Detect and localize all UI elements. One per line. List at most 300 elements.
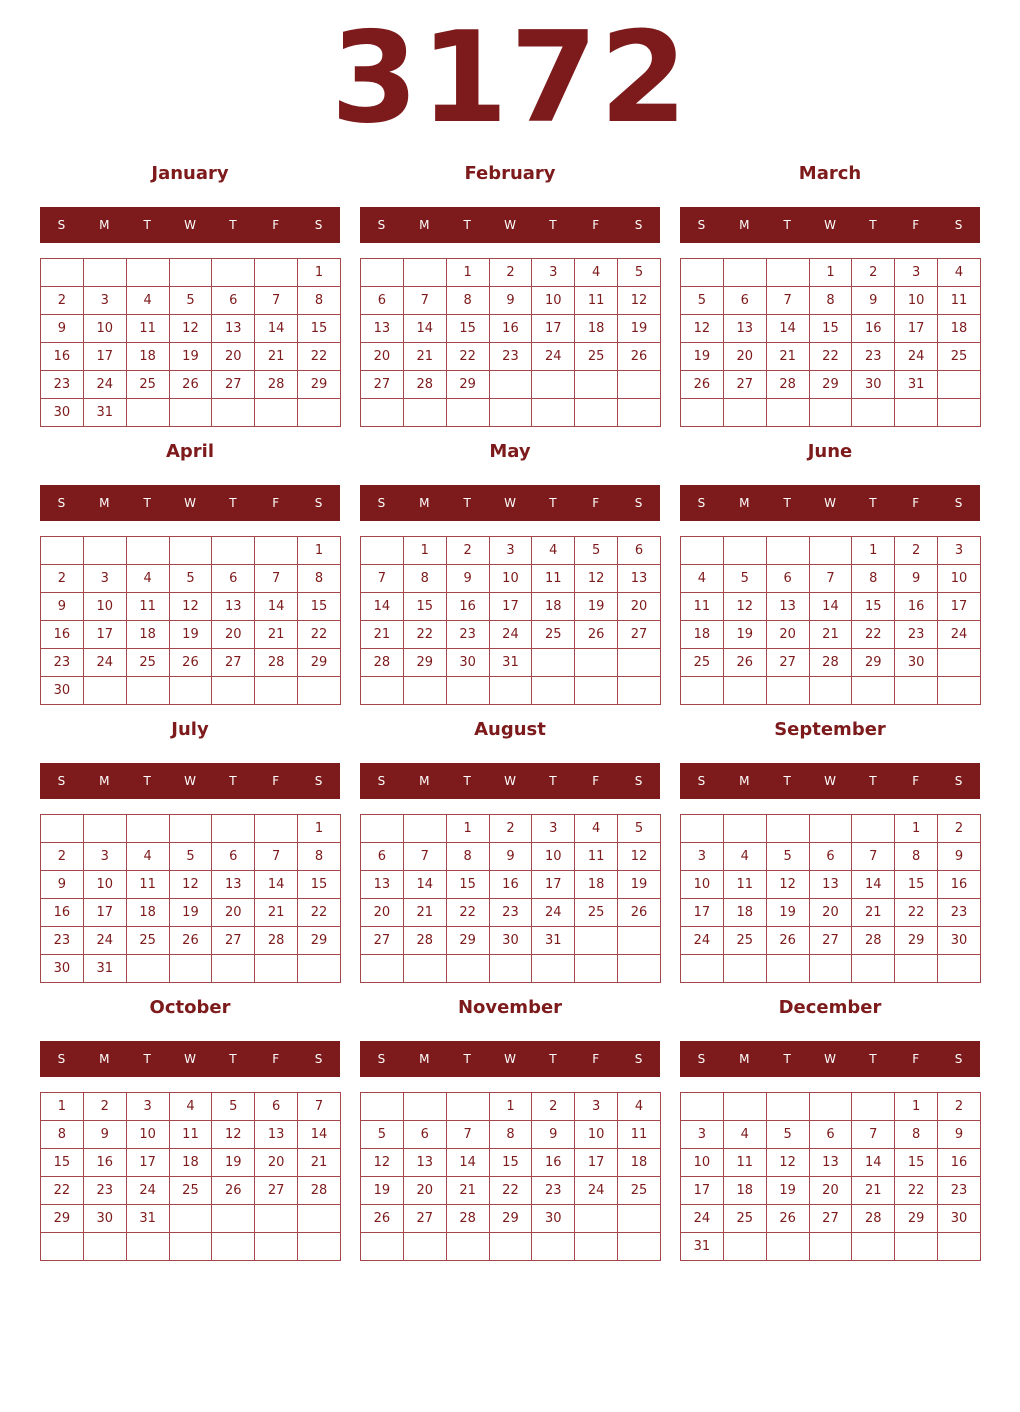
day-cell: 24: [895, 343, 938, 371]
month-name: April: [165, 441, 215, 462]
day-cell: 26: [618, 343, 661, 371]
day-cell: 26: [169, 649, 212, 677]
days-table: [40, 258, 341, 427]
day-cell: 26: [169, 371, 212, 399]
empty-cell: [255, 955, 298, 983]
day-cell: 18: [532, 593, 575, 621]
day-cell: 17: [575, 1149, 618, 1177]
day-cell: 3: [895, 259, 938, 287]
day-cell: 22: [446, 343, 489, 371]
weekday-label: W: [504, 774, 516, 788]
weekday-label: F: [592, 1052, 600, 1066]
empty-cell: [618, 371, 661, 399]
day-cell: 30: [83, 1205, 126, 1233]
day-cell: 25: [723, 1205, 766, 1233]
weekday-label: T: [229, 496, 237, 510]
day-cell: 8: [403, 565, 446, 593]
empty-cell: [766, 259, 809, 287]
day-cell: 2: [532, 1093, 575, 1121]
day-cell: 9: [41, 315, 84, 343]
day-cell: 27: [212, 371, 255, 399]
day-cell: 29: [298, 371, 341, 399]
weekday-label: T: [783, 496, 791, 510]
day-cell: 28: [446, 1205, 489, 1233]
empty-cell: [41, 537, 84, 565]
day-cell: 3: [681, 843, 724, 871]
day-cell: 23: [446, 621, 489, 649]
day-cell: 24: [126, 1177, 169, 1205]
day-cell: 6: [361, 287, 404, 315]
week-row: [41, 871, 341, 899]
day-cell: 4: [723, 1121, 766, 1149]
empty-cell: [255, 1205, 298, 1233]
empty-cell: [809, 399, 852, 427]
empty-cell: [126, 1233, 169, 1261]
week-row: [681, 537, 981, 565]
days-table: [360, 814, 661, 983]
day-cell: 11: [723, 871, 766, 899]
weekday-label: S: [377, 218, 386, 232]
day-cell: 18: [126, 899, 169, 927]
empty-cell: [723, 399, 766, 427]
day-cell: 30: [938, 1205, 981, 1233]
weekday-label: W: [184, 496, 196, 510]
day-cell: 22: [403, 621, 446, 649]
day-cell: 19: [169, 899, 212, 927]
empty-cell: [403, 1233, 446, 1261]
day-cell: 13: [255, 1121, 298, 1149]
empty-cell: [446, 399, 489, 427]
empty-cell: [723, 537, 766, 565]
day-cell: 13: [403, 1149, 446, 1177]
day-cell: 30: [41, 399, 84, 427]
weekday-label: T: [143, 1052, 151, 1066]
day-cell: 19: [361, 1177, 404, 1205]
day-cell: 23: [83, 1177, 126, 1205]
weekday-label: S: [954, 218, 963, 232]
week-row: [681, 565, 981, 593]
empty-cell: [766, 399, 809, 427]
month-december: [680, 994, 980, 1272]
month-november: [360, 994, 660, 1272]
day-cell: 21: [403, 899, 446, 927]
weekday-label: T: [463, 1052, 471, 1066]
day-cell: 8: [895, 843, 938, 871]
empty-cell: [169, 537, 212, 565]
day-cell: 26: [212, 1177, 255, 1205]
day-cell: 11: [575, 843, 618, 871]
empty-cell: [298, 399, 341, 427]
day-cell: 6: [212, 287, 255, 315]
empty-cell: [126, 677, 169, 705]
day-cell: 28: [255, 371, 298, 399]
empty-cell: [126, 537, 169, 565]
week-row: [681, 315, 981, 343]
day-cell: 17: [895, 315, 938, 343]
day-cell: 25: [575, 899, 618, 927]
week-row: [681, 1233, 981, 1261]
day-cell: 10: [83, 315, 126, 343]
day-cell: 29: [446, 927, 489, 955]
weekday-label: M: [419, 218, 430, 232]
week-row: [681, 399, 981, 427]
day-cell: 12: [361, 1149, 404, 1177]
weekday-label: S: [634, 218, 643, 232]
empty-cell: [618, 649, 661, 677]
empty-cell: [575, 955, 618, 983]
day-cell: 19: [618, 871, 661, 899]
weekday-label: S: [954, 1052, 963, 1066]
day-cell: 13: [809, 1149, 852, 1177]
day-cell: 10: [575, 1121, 618, 1149]
weekday-label: M: [99, 774, 110, 788]
day-cell: 21: [446, 1177, 489, 1205]
week-row: [361, 843, 661, 871]
empty-cell: [723, 1093, 766, 1121]
day-cell: 8: [852, 565, 895, 593]
day-cell: 28: [361, 649, 404, 677]
day-cell: 2: [938, 815, 981, 843]
empty-cell: [212, 955, 255, 983]
day-cell: 24: [83, 649, 126, 677]
day-cell: 6: [809, 1121, 852, 1149]
empty-cell: [41, 815, 84, 843]
day-cell: 24: [83, 371, 126, 399]
weekday-label: T: [229, 774, 237, 788]
day-cell: 16: [41, 899, 84, 927]
empty-cell: [361, 955, 404, 983]
day-cell: 30: [938, 927, 981, 955]
weekday-label: T: [783, 1052, 791, 1066]
day-cell: 9: [41, 871, 84, 899]
weekday-label: T: [869, 774, 877, 788]
weekday-label: S: [314, 496, 323, 510]
day-cell: 6: [361, 843, 404, 871]
week-row: [41, 1121, 341, 1149]
weekday-label: W: [184, 774, 196, 788]
empty-cell: [618, 1205, 661, 1233]
weekday-label: W: [504, 496, 516, 510]
empty-cell: [361, 399, 404, 427]
day-cell: 30: [489, 927, 532, 955]
empty-cell: [852, 1093, 895, 1121]
day-cell: 1: [298, 537, 341, 565]
day-cell: 2: [489, 815, 532, 843]
day-cell: 4: [938, 259, 981, 287]
empty-cell: [169, 955, 212, 983]
day-cell: 6: [618, 537, 661, 565]
days-table: [680, 814, 981, 983]
day-cell: 27: [255, 1177, 298, 1205]
day-cell: 11: [532, 565, 575, 593]
day-cell: 25: [575, 343, 618, 371]
day-cell: 20: [361, 343, 404, 371]
week-row: [681, 287, 981, 315]
day-cell: 29: [298, 927, 341, 955]
day-cell: 8: [298, 287, 341, 315]
empty-cell: [403, 1093, 446, 1121]
weekday-label: F: [272, 1052, 280, 1066]
day-cell: 27: [809, 1205, 852, 1233]
empty-cell: [809, 537, 852, 565]
empty-cell: [895, 955, 938, 983]
day-cell: 2: [41, 287, 84, 315]
empty-cell: [298, 1205, 341, 1233]
day-cell: 21: [852, 899, 895, 927]
days-table: [360, 536, 661, 705]
week-row: [41, 593, 341, 621]
month-october: [40, 994, 340, 1272]
day-cell: 14: [403, 871, 446, 899]
day-cell: 7: [298, 1093, 341, 1121]
empty-cell: [126, 399, 169, 427]
day-cell: 2: [83, 1093, 126, 1121]
day-cell: 1: [298, 259, 341, 287]
weekday-header: [40, 207, 340, 243]
day-cell: 12: [169, 871, 212, 899]
day-cell: 1: [895, 1093, 938, 1121]
day-cell: 24: [681, 927, 724, 955]
day-cell: 30: [41, 677, 84, 705]
weekday-label: S: [314, 1052, 323, 1066]
day-cell: 12: [169, 315, 212, 343]
day-cell: 18: [575, 315, 618, 343]
day-cell: 2: [446, 537, 489, 565]
empty-cell: [852, 815, 895, 843]
day-cell: 3: [532, 259, 575, 287]
day-cell: 19: [723, 621, 766, 649]
week-row: [681, 871, 981, 899]
day-cell: 5: [575, 537, 618, 565]
weekday-label: M: [739, 774, 750, 788]
day-cell: 6: [723, 287, 766, 315]
weekday-label: W: [504, 218, 516, 232]
day-cell: 3: [681, 1121, 724, 1149]
day-cell: 15: [489, 1149, 532, 1177]
day-cell: 29: [489, 1205, 532, 1233]
day-cell: 13: [723, 315, 766, 343]
day-cell: 1: [895, 815, 938, 843]
day-cell: 4: [723, 843, 766, 871]
week-row: [361, 593, 661, 621]
day-cell: 18: [681, 621, 724, 649]
empty-cell: [809, 815, 852, 843]
day-cell: 6: [809, 843, 852, 871]
day-cell: 8: [298, 843, 341, 871]
empty-cell: [575, 927, 618, 955]
day-cell: 28: [809, 649, 852, 677]
empty-cell: [532, 649, 575, 677]
day-cell: 22: [489, 1177, 532, 1205]
month-name: December: [778, 997, 882, 1018]
day-cell: 16: [852, 315, 895, 343]
weekday-label: F: [912, 774, 920, 788]
weekday-label: S: [377, 1052, 386, 1066]
empty-cell: [532, 371, 575, 399]
day-cell: 22: [895, 899, 938, 927]
month-name: November: [457, 997, 563, 1018]
day-cell: 25: [126, 371, 169, 399]
week-row: [361, 1121, 661, 1149]
empty-cell: [446, 677, 489, 705]
day-cell: 10: [895, 287, 938, 315]
day-cell: 15: [298, 871, 341, 899]
day-cell: 9: [938, 843, 981, 871]
empty-cell: [83, 677, 126, 705]
day-cell: 13: [212, 593, 255, 621]
weekday-header: [360, 1041, 660, 1077]
weekday-label: M: [419, 774, 430, 788]
empty-cell: [938, 1233, 981, 1261]
week-row: [361, 871, 661, 899]
day-cell: 5: [681, 287, 724, 315]
day-cell: 21: [255, 621, 298, 649]
day-cell: 16: [489, 315, 532, 343]
month-name: June: [807, 441, 853, 462]
week-row: [361, 1093, 661, 1121]
day-cell: 15: [446, 315, 489, 343]
weekday-header: [360, 763, 660, 799]
week-row: [681, 621, 981, 649]
days-table: [360, 258, 661, 427]
day-cell: 11: [126, 593, 169, 621]
empty-cell: [169, 399, 212, 427]
day-cell: 23: [489, 899, 532, 927]
days-table: [680, 1092, 981, 1261]
day-cell: 31: [83, 955, 126, 983]
empty-cell: [169, 815, 212, 843]
month-march: [680, 160, 980, 438]
weekday-label: F: [912, 496, 920, 510]
day-cell: 28: [852, 1205, 895, 1233]
week-row: [681, 1149, 981, 1177]
day-cell: 21: [255, 899, 298, 927]
day-cell: 14: [255, 593, 298, 621]
day-cell: 28: [298, 1177, 341, 1205]
weekday-label: F: [272, 774, 280, 788]
day-cell: 25: [681, 649, 724, 677]
day-cell: 16: [938, 871, 981, 899]
day-cell: 9: [938, 1121, 981, 1149]
day-cell: 8: [298, 565, 341, 593]
empty-cell: [212, 677, 255, 705]
day-cell: 27: [723, 371, 766, 399]
empty-cell: [766, 955, 809, 983]
empty-cell: [575, 371, 618, 399]
empty-cell: [852, 677, 895, 705]
day-cell: 10: [126, 1121, 169, 1149]
empty-cell: [361, 815, 404, 843]
empty-cell: [446, 955, 489, 983]
day-cell: 17: [681, 1177, 724, 1205]
weekday-label: W: [824, 1052, 836, 1066]
day-cell: 15: [446, 871, 489, 899]
day-cell: 26: [766, 927, 809, 955]
weekday-label: T: [869, 218, 877, 232]
weekday-header: [360, 207, 660, 243]
week-row: [681, 815, 981, 843]
day-cell: 4: [575, 259, 618, 287]
week-row: [361, 287, 661, 315]
day-cell: 27: [766, 649, 809, 677]
weekday-label: W: [824, 218, 836, 232]
day-cell: 23: [489, 343, 532, 371]
day-cell: 17: [681, 899, 724, 927]
empty-cell: [938, 677, 981, 705]
weekday-label: M: [739, 496, 750, 510]
empty-cell: [723, 677, 766, 705]
week-row: [681, 1093, 981, 1121]
day-cell: 18: [723, 1177, 766, 1205]
day-cell: 23: [938, 1177, 981, 1205]
day-cell: 20: [361, 899, 404, 927]
day-cell: 3: [83, 287, 126, 315]
day-cell: 27: [361, 927, 404, 955]
day-cell: 20: [403, 1177, 446, 1205]
day-cell: 9: [852, 287, 895, 315]
day-cell: 4: [575, 815, 618, 843]
day-cell: 8: [895, 1121, 938, 1149]
day-cell: 7: [255, 843, 298, 871]
weekday-label: S: [377, 774, 386, 788]
day-cell: 23: [41, 649, 84, 677]
empty-cell: [403, 955, 446, 983]
day-cell: 1: [403, 537, 446, 565]
day-cell: 14: [766, 315, 809, 343]
day-cell: 1: [809, 259, 852, 287]
day-cell: 31: [489, 649, 532, 677]
day-cell: 20: [212, 621, 255, 649]
weekday-header: [360, 485, 660, 521]
empty-cell: [403, 815, 446, 843]
week-row: [681, 649, 981, 677]
day-cell: 7: [852, 843, 895, 871]
week-row: [361, 677, 661, 705]
week-row: [681, 1121, 981, 1149]
weekday-label: T: [549, 774, 557, 788]
empty-cell: [938, 955, 981, 983]
day-cell: 26: [575, 621, 618, 649]
week-row: [681, 259, 981, 287]
empty-cell: [41, 259, 84, 287]
day-cell: 29: [895, 927, 938, 955]
week-row: [681, 927, 981, 955]
weekday-label: T: [549, 1052, 557, 1066]
empty-cell: [532, 1233, 575, 1261]
weekday-label: T: [463, 218, 471, 232]
month-name: October: [149, 997, 231, 1018]
empty-cell: [169, 677, 212, 705]
day-cell: 21: [255, 343, 298, 371]
day-cell: 12: [618, 843, 661, 871]
empty-cell: [361, 1233, 404, 1261]
week-row: [41, 287, 341, 315]
day-cell: 13: [809, 871, 852, 899]
day-cell: 19: [212, 1149, 255, 1177]
empty-cell: [255, 1233, 298, 1261]
day-cell: 22: [298, 899, 341, 927]
empty-cell: [852, 399, 895, 427]
empty-cell: [126, 815, 169, 843]
week-row: [361, 315, 661, 343]
day-cell: 9: [895, 565, 938, 593]
day-cell: 22: [809, 343, 852, 371]
day-cell: 31: [532, 927, 575, 955]
week-row: [361, 565, 661, 593]
day-cell: 24: [532, 343, 575, 371]
day-cell: 19: [766, 899, 809, 927]
empty-cell: [212, 1233, 255, 1261]
